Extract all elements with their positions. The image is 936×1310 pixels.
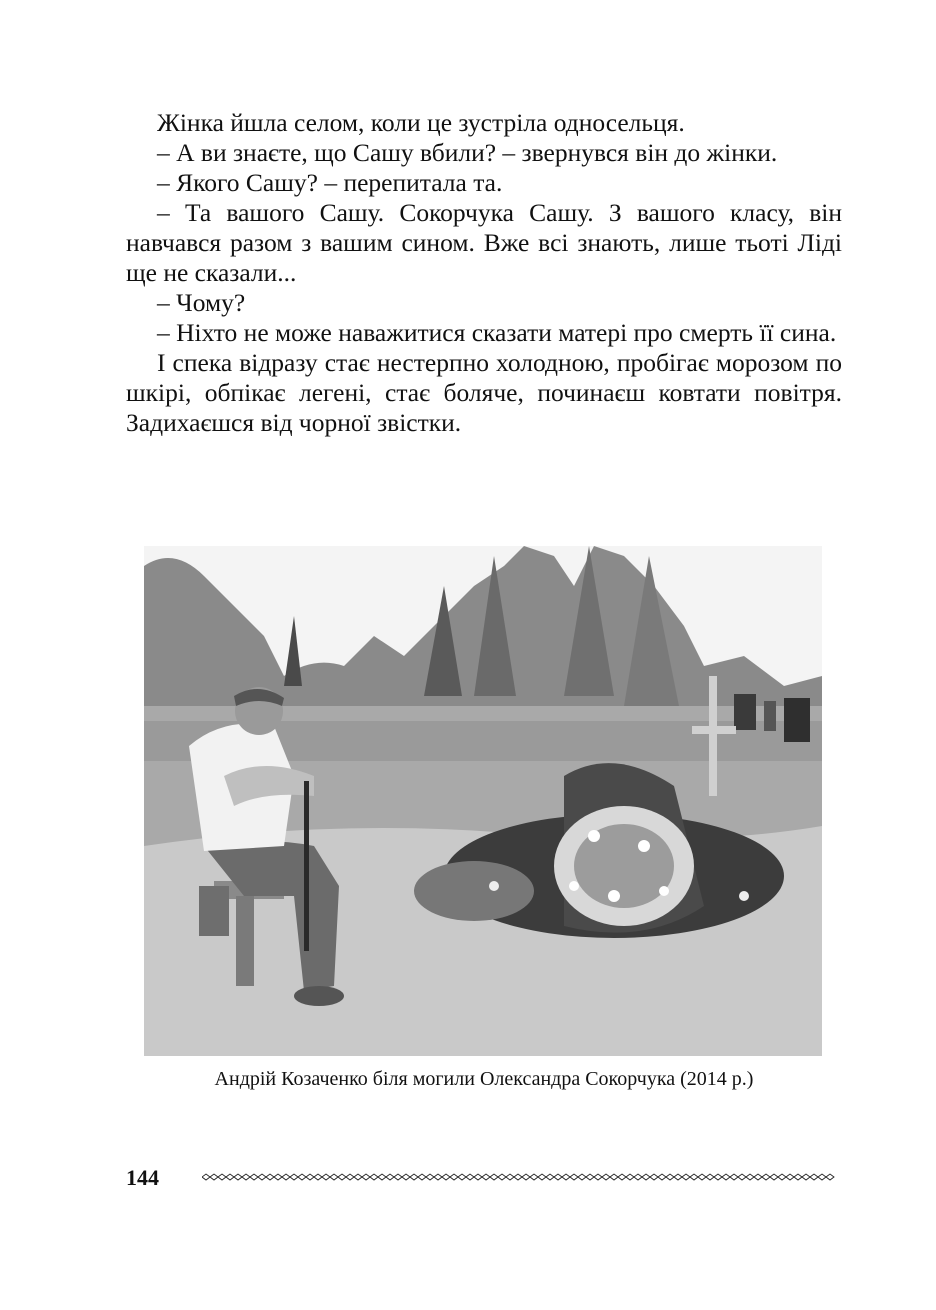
- paragraph: Жінка йшла селом, коли це зустріла односельця.: [157, 108, 685, 137]
- decorative-rule: [202, 1170, 842, 1184]
- paragraph: – Якого Сашу? – перепитала та.: [157, 168, 503, 197]
- body-text: [126, 108, 842, 438]
- paragraph: – А ви знаєте, що Сашу вбили? – звернувся він до жінки.: [157, 138, 778, 167]
- paragraph: – Чому?: [157, 288, 246, 317]
- photo-caption: Андрій Козаченко біля могили Олександра Сокорчука (2014 р.): [214, 1068, 754, 1090]
- page-number: 144: [126, 1165, 159, 1190]
- cemetery-photo: [144, 546, 822, 1056]
- paragraph: – Та вашого Сашу. Сокорчука Сашу. З вашого класу, він навчався разом з вашим сином. Вже всі знають, лише тьоті Ліді ще не сказали...: [126, 198, 842, 287]
- paragraph: – Ніхто не може наважитися сказати матері про смерть її сина.: [157, 318, 837, 347]
- paragraph: І спека відразу стає нестерпно холодною, пробігає морозом по шкірі, обпікає легені, стає боляче, починаєш ковтати повітря. Задихаєшся від чорної звістки.: [126, 348, 842, 437]
